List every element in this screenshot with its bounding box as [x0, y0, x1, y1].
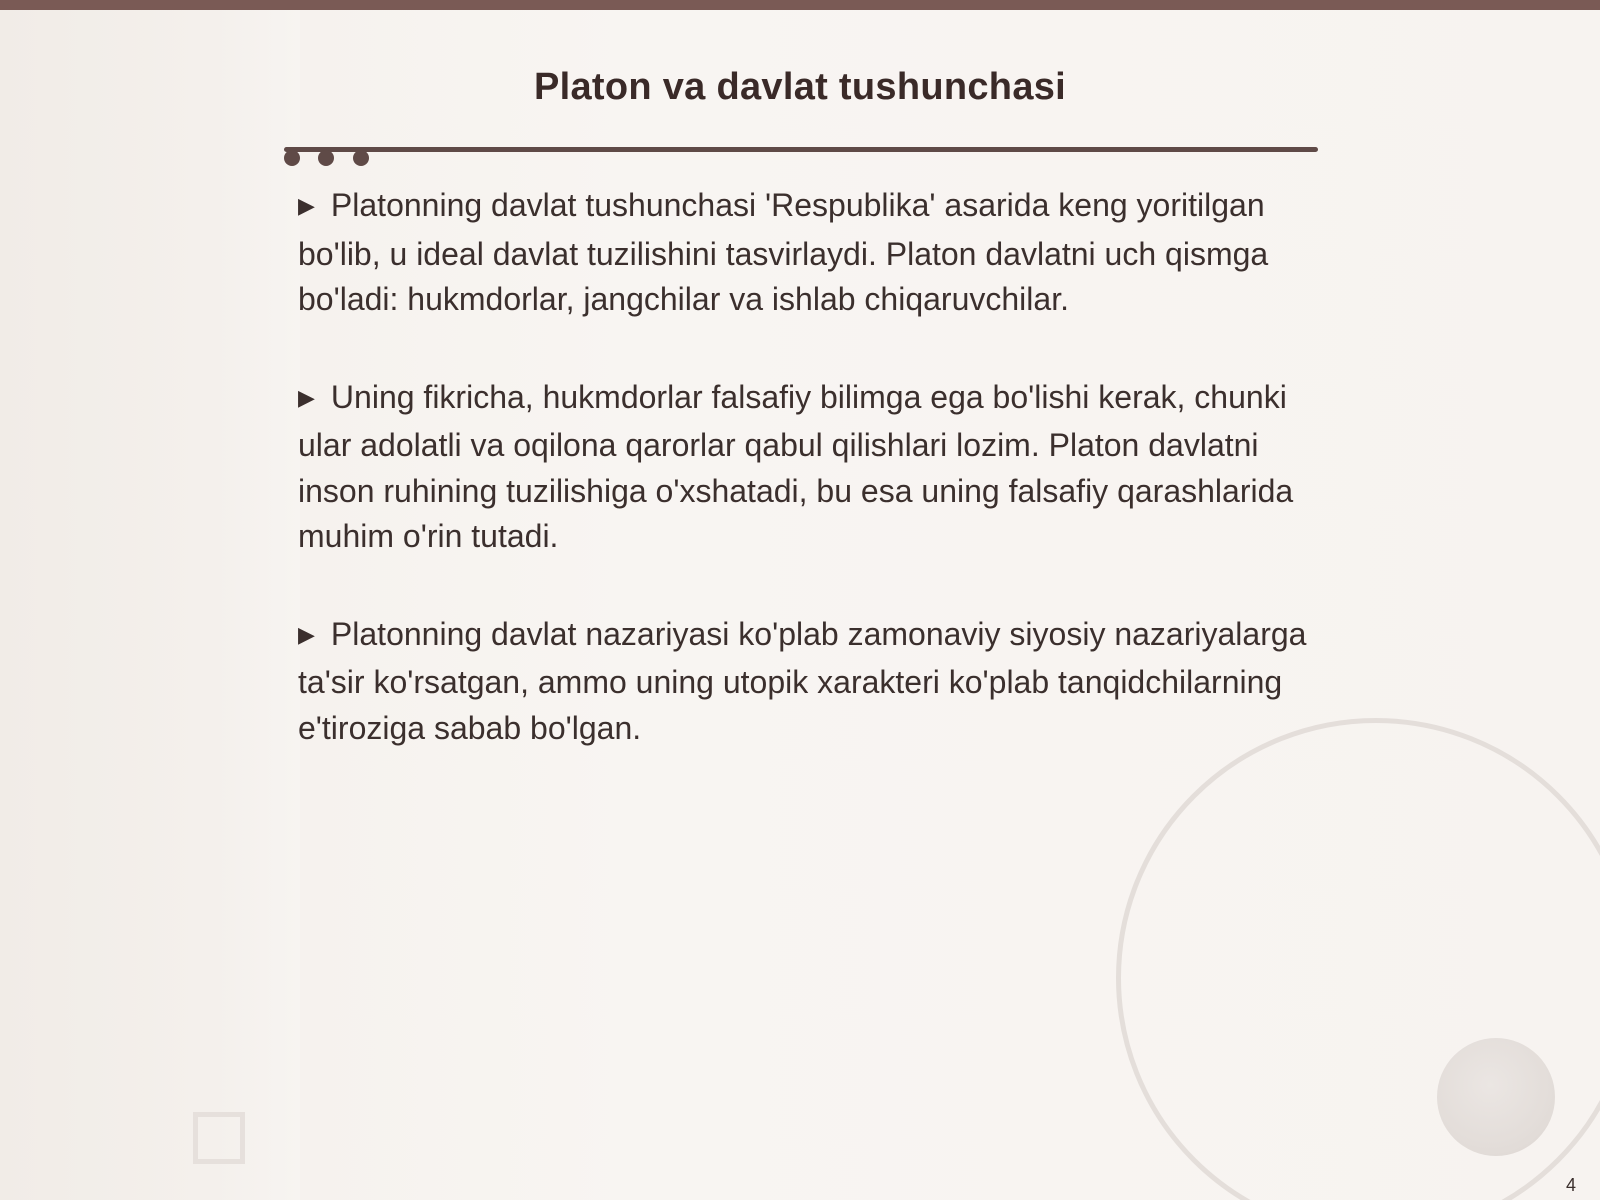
- decorative-disc: [1437, 1038, 1555, 1156]
- slide-title: Platon va davlat tushunchasi: [533, 66, 1067, 108]
- decorative-dot-1: [284, 150, 300, 166]
- decorative-dot-2: [318, 150, 334, 166]
- bullet-paragraph-3: [298, 612, 1308, 752]
- bullet-paragraph-2: [298, 375, 1308, 560]
- bullet-text-2: Uning fikricha, hukmdorlar falsafiy bilimga ega bo'lishi kerak, chunki ular adolatli va oqilona qarorlar qabul qilishlari lozim. Platon davlatni inson ruhining tuzilishiga o'xshatadi, bu esa uning falsafiy qarashlarida muhim o'rin tutadi.: [298, 378, 1294, 554]
- page-number: 4: [1565, 1175, 1576, 1195]
- title-underline-rule: [284, 147, 1318, 152]
- bullet-text-3: Platonning davlat nazariyasi ko'plab zamonaviy siyosiy nazariyalarga ta'sir ko'rsatgan, ammo uning utopik xarakteri ko'plab tanqidchilarning e'tiroziga sabab bo'lgan.: [298, 615, 1307, 746]
- bullet-text-1: Platonning davlat tushunchasi 'Respublika' asarida keng yoritilgan bo'lib, u ideal davlat tuzilishini tasvirlaydi. Platon davlatni uch qismga bo'ladi: hukmdorlar, jangchilar va ishlab chiqaruvchilar.: [298, 187, 1269, 317]
- bullet-arrow-icon: ▶: [298, 384, 315, 410]
- bullet-arrow-icon: ▶: [298, 621, 315, 647]
- decorative-square: [193, 1112, 245, 1164]
- bullet-paragraph-1: [298, 183, 1308, 323]
- left-shaded-panel: [0, 10, 300, 1200]
- decorative-dot-3: [353, 150, 369, 166]
- bullet-list: [298, 183, 1308, 803]
- bullet-arrow-icon: ▶: [298, 193, 315, 218]
- top-accent-bar: [0, 0, 1600, 10]
